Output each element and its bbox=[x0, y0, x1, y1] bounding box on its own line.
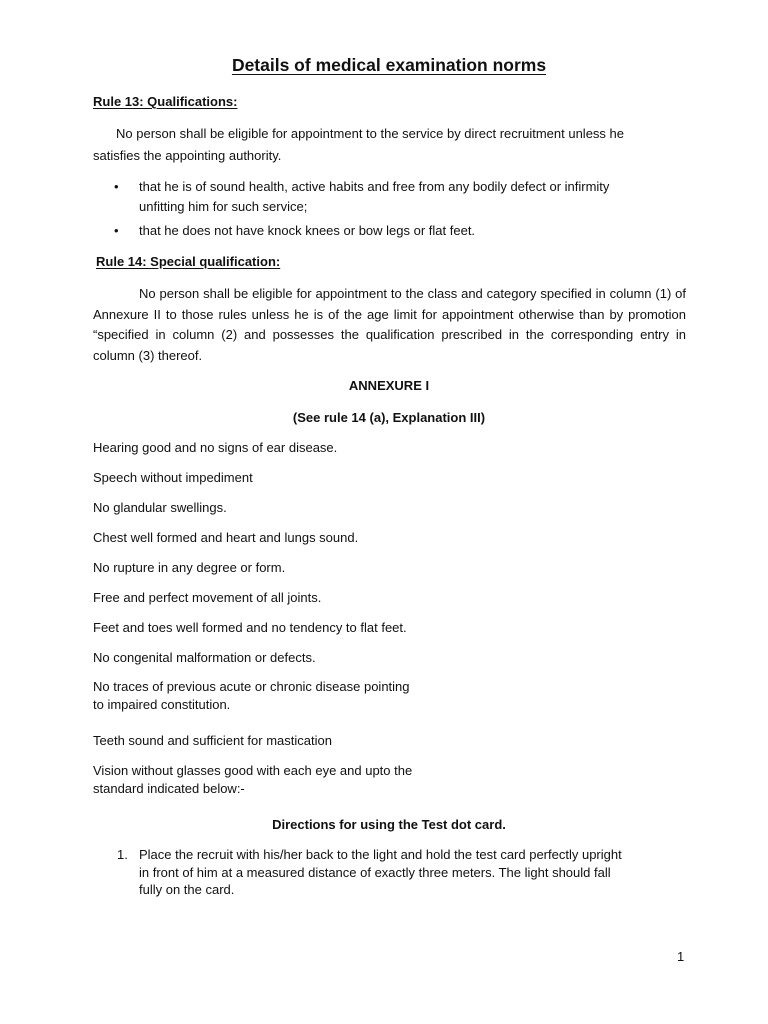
list-item bbox=[93, 221, 686, 241]
page-number: 1 bbox=[677, 949, 685, 964]
bullet-line: unfitting him for such service; bbox=[139, 198, 308, 214]
norm-joints: Free and perfect movement of all joints. bbox=[93, 590, 322, 605]
rule-13-intro bbox=[93, 124, 686, 165]
norm-disease bbox=[93, 678, 453, 713]
norm-speech: Speech without impediment bbox=[93, 470, 253, 485]
rule-13-heading: Rule 13: Qualifications: bbox=[93, 94, 238, 109]
norm-congenital: No congenital malformation or defects. bbox=[93, 650, 316, 665]
norm-teeth: Teeth sound and sufficient for mastication bbox=[93, 733, 332, 748]
rule-13-intro-line2: satisfies the appointing authority. bbox=[93, 147, 282, 163]
norm-rupture: No rupture in any degree or form. bbox=[93, 560, 286, 575]
directions-list bbox=[93, 846, 686, 899]
bullet-line: that he does not have knock knees or bow legs or flat feet. bbox=[139, 223, 476, 238]
norm-vision bbox=[93, 762, 453, 797]
rule-13-intro-line1: No person shall be eligible for appointment to the service by direct recruitment unless he bbox=[116, 126, 624, 141]
directions-heading: Directions for using the Test dot card. bbox=[272, 817, 506, 832]
norm-chest: Chest well formed and heart and lungs sound. bbox=[93, 530, 359, 545]
bullet-line: that he is of sound health, active habits and free from any bodily defect or infirmity bbox=[139, 179, 610, 194]
direction-line: in front of him at a measured distance of exactly three meters. The light should fall bbox=[139, 864, 611, 880]
norm-hearing: Hearing good and no signs of ear disease. bbox=[93, 440, 338, 455]
rule-13-bullet-list bbox=[93, 177, 686, 246]
norm-disease-line1: No traces of previous acute or chronic disease pointing bbox=[93, 679, 410, 694]
document-title: Details of medical examination norms bbox=[231, 55, 547, 75]
norm-vision-line2: standard indicated below:- bbox=[93, 780, 245, 796]
list-number: 1. bbox=[117, 847, 128, 862]
norm-vision-line1: Vision without glasses good with each eye and upto the bbox=[93, 763, 413, 778]
list-item bbox=[93, 846, 686, 899]
annexure-title: ANNEXURE I bbox=[348, 378, 430, 393]
list-item bbox=[93, 177, 686, 216]
norm-disease-line2: to impaired constitution. bbox=[93, 696, 231, 712]
norm-feet: Feet and toes well formed and no tendency to flat feet. bbox=[93, 620, 407, 635]
bullet-icon: • bbox=[114, 179, 119, 194]
bullet-icon: • bbox=[114, 223, 119, 238]
annexure-subtitle: (See rule 14 (a), Explanation III) bbox=[292, 410, 486, 425]
norm-glandular: No glandular swellings. bbox=[93, 500, 227, 515]
direction-line: Place the recruit with his/her back to the light and hold the test card perfectly upright bbox=[139, 847, 622, 862]
direction-line: fully on the card. bbox=[139, 882, 235, 898]
rule-14-heading: Rule 14: Special qualification: bbox=[96, 254, 281, 269]
rule-14-paragraph: No person shall be eligible for appointment to the class and category specified in column (1) of Annexure II to those rules unless he is of the age limit for appointment otherwise than by promotion “specified in column (2) and possesses the qualification prescribed in the corresponding entry in column (3) thereof. bbox=[93, 286, 686, 363]
